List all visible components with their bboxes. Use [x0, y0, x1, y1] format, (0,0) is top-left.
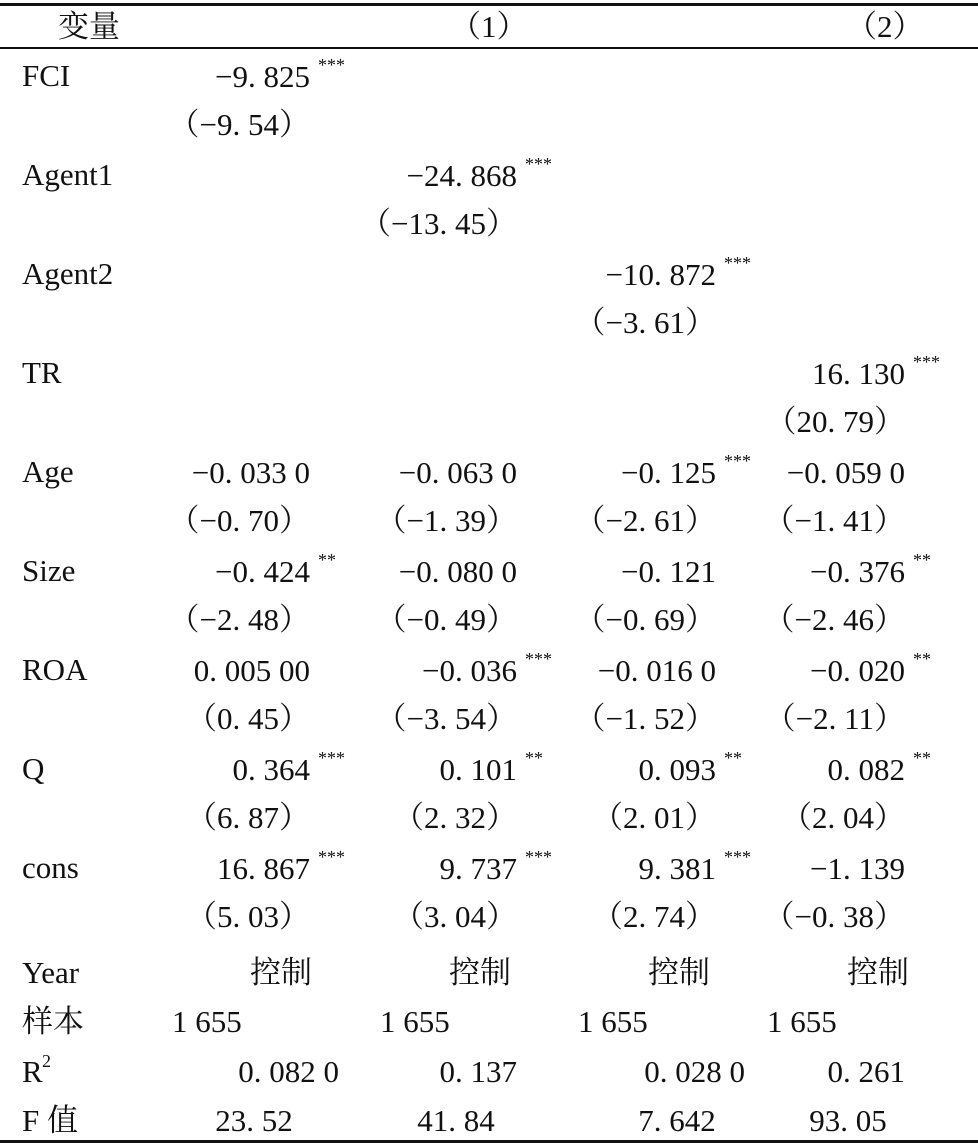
sample-size: 1 655	[578, 1004, 648, 1039]
r2-value: 0. 028 0	[644, 1054, 745, 1089]
t-statistic: （−3. 54）	[375, 701, 517, 736]
coef-value: 9. 737	[439, 851, 517, 886]
header-variable: 变量	[58, 9, 120, 44]
coef-value: −1. 139	[810, 851, 905, 886]
coef-value: −24. 868	[406, 158, 517, 193]
coef-value: −0. 121	[621, 554, 716, 589]
t-statistic: （2. 04）	[781, 800, 905, 835]
header-rule	[0, 47, 978, 49]
row-label: Agent1	[22, 157, 114, 192]
f-value: 41. 84	[417, 1103, 495, 1138]
t-statistic: （2. 32）	[393, 800, 517, 835]
t-statistic: （5. 03）	[186, 899, 310, 934]
f-value: 23. 52	[215, 1103, 293, 1138]
coef-value: −10. 872	[605, 257, 716, 292]
t-statistic: （2. 74）	[592, 899, 716, 934]
row-label: FCI	[22, 58, 71, 93]
coef-value: −0. 063 0	[398, 455, 517, 490]
t-statistic: （−2. 61）	[574, 503, 716, 538]
row-label-sample: 样本	[22, 1004, 84, 1039]
f-value: 7. 642	[638, 1103, 716, 1138]
t-statistic: （6. 87）	[186, 800, 310, 835]
row-label: Agent2	[22, 256, 114, 291]
coef-value: −0. 125	[621, 455, 716, 490]
significance-stars: **	[913, 550, 931, 570]
year-control: 控制	[847, 955, 909, 990]
significance-stars: ***	[318, 55, 345, 75]
coef-value: −0. 036	[422, 653, 517, 688]
coef-value: −0. 016 0	[597, 653, 716, 688]
coef-value: −0. 020	[810, 653, 905, 688]
coef-value: 0. 101	[439, 752, 517, 787]
year-control: 控制	[449, 955, 511, 990]
significance-stars: **	[913, 748, 931, 768]
t-statistic: （20. 79）	[765, 404, 905, 439]
t-statistic: （−0. 38）	[763, 899, 905, 934]
significance-stars: ***	[724, 253, 751, 273]
sample-size: 1 655	[380, 1004, 450, 1039]
coef-value: −0. 376	[810, 554, 905, 589]
sample-size: 1 655	[172, 1004, 242, 1039]
significance-stars: ***	[318, 748, 345, 768]
top-rule	[0, 3, 978, 6]
row-label-f: F 值	[22, 1103, 78, 1138]
t-statistic: （−1. 41）	[763, 503, 905, 538]
coef-value: −9. 825	[215, 59, 310, 94]
coef-value: −0. 059 0	[786, 455, 905, 490]
t-statistic: （−13. 45）	[360, 206, 517, 241]
header-col-2: （2）	[846, 9, 924, 44]
t-statistic: （−2. 48）	[168, 602, 310, 637]
coef-value: 0. 093	[638, 752, 716, 787]
t-statistic: （−3. 61）	[574, 305, 716, 340]
r2-superscript: 2	[42, 1051, 51, 1071]
row-label-year: Year	[22, 955, 80, 990]
coef-value: −0. 424	[215, 554, 310, 589]
significance-stars: **	[913, 649, 931, 669]
significance-stars: ***	[724, 847, 751, 867]
coef-value: −0. 080 0	[398, 554, 517, 589]
sample-size: 1 655	[767, 1004, 837, 1039]
row-label: Size	[22, 553, 76, 588]
significance-stars: ***	[525, 649, 552, 669]
coef-value: −0. 033 0	[191, 455, 310, 490]
t-statistic: （−0. 49）	[375, 602, 517, 637]
row-label: Age	[22, 454, 74, 489]
t-statistic: （3. 04）	[393, 899, 517, 934]
t-statistic: （−1. 52）	[574, 701, 716, 736]
t-statistic: （−9. 54）	[168, 107, 310, 142]
coef-value: 9. 381	[638, 851, 716, 886]
coef-value: 16. 130	[812, 356, 905, 391]
t-statistic: （−0. 69）	[574, 602, 716, 637]
t-statistic: （2. 01）	[592, 800, 716, 835]
r2-value: 0. 137	[439, 1054, 517, 1089]
coef-value: 16. 867	[217, 851, 310, 886]
t-statistic: （−1. 39）	[375, 503, 517, 538]
t-statistic: （0. 45）	[186, 701, 310, 736]
year-control: 控制	[250, 955, 312, 990]
t-statistic: （−2. 46）	[763, 602, 905, 637]
header-col-1: （1）	[450, 9, 528, 44]
t-statistic: （−0. 70）	[168, 503, 310, 538]
r2-value: 0. 261	[827, 1054, 905, 1089]
coef-value: 0. 082	[827, 752, 905, 787]
significance-stars: **	[724, 748, 742, 768]
coef-value: 0. 005 00	[193, 653, 310, 688]
significance-stars: **	[525, 748, 543, 768]
row-label: ROA	[22, 652, 88, 687]
significance-stars: ***	[724, 451, 751, 471]
row-label: cons	[22, 850, 79, 885]
row-label: Q	[22, 751, 45, 786]
significance-stars: ***	[525, 847, 552, 867]
significance-stars: ***	[318, 847, 345, 867]
significance-stars: ***	[525, 154, 552, 174]
t-statistic: （−2. 11）	[764, 701, 905, 736]
f-value: 93. 05	[809, 1103, 887, 1138]
row-label-r2: R	[22, 1054, 43, 1089]
significance-stars: **	[318, 550, 336, 570]
r2-value: 0. 082 0	[238, 1054, 339, 1089]
significance-stars: ***	[913, 352, 940, 372]
row-label: TR	[22, 355, 62, 390]
coef-value: 0. 364	[232, 752, 310, 787]
bottom-rule	[0, 1140, 978, 1143]
year-control: 控制	[648, 955, 710, 990]
